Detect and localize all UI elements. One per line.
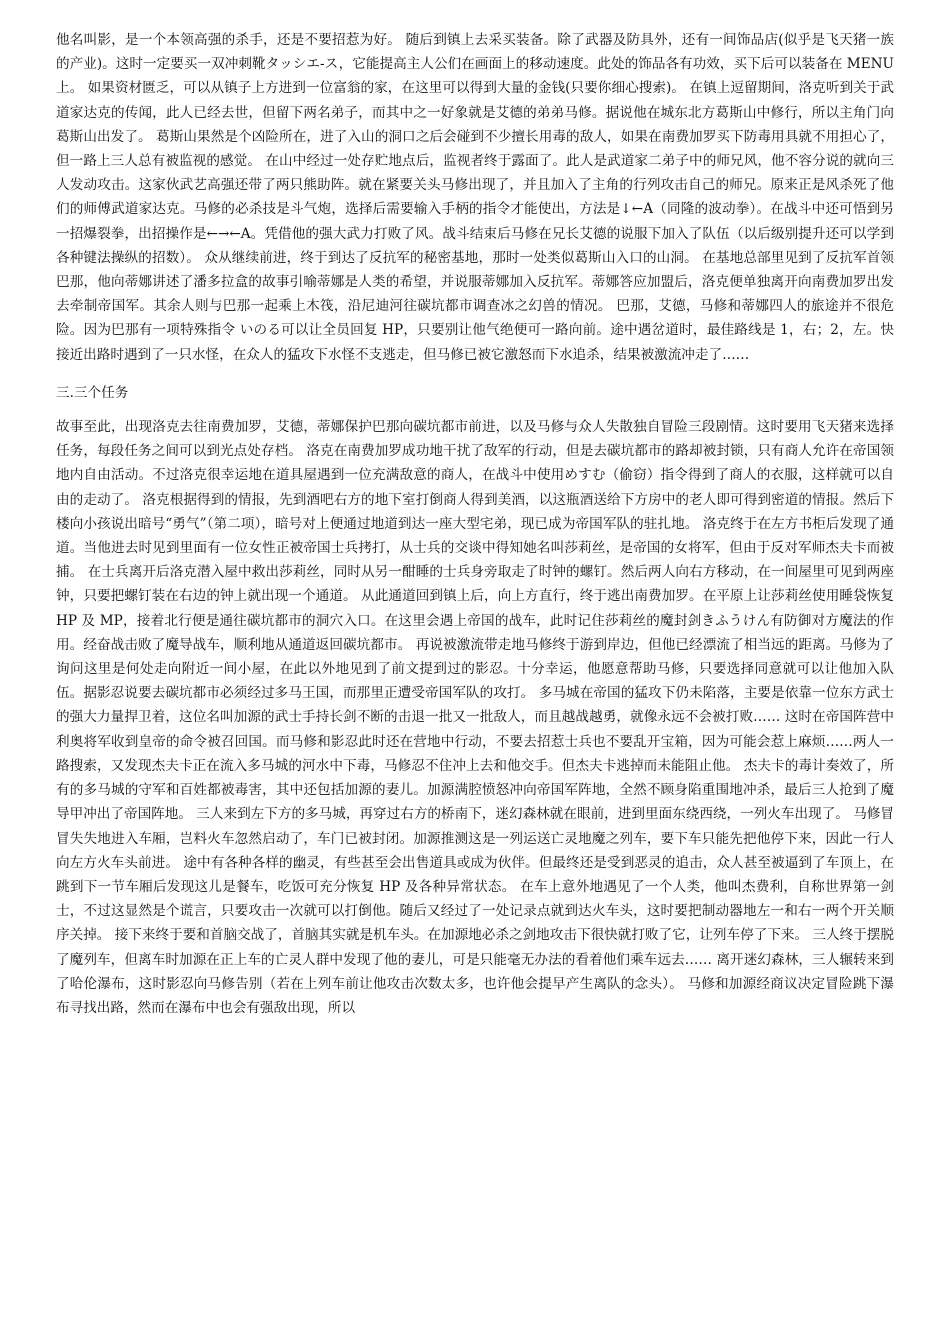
body-paragraph-1: 他名叫影，是一个本领高强的杀手，还是不要招惹为好。 随后到镇上去采买装备。除了武器及防具外，还有一间饰品店(似乎是飞天猪一族的产业)。这时一定要买一双冲刺靴タッシエ-ス，它能提高主人公们在画面上的移动速度。此处的饰品各有功效，买下后可以装备在 MENU 上。 如果资材匮乏，可以从镇子上方进到一位富翁的家，在这里可以得到大量的金钱(只要你细心搜索)。 在镇上逗留期间，洛克听到关于武道家达克的传闻，此人已经去世，但留下两名弟子，而其中之一好象就是艾德的弟弟马修。据说他在城东北方葛斯山中修行，所以主角门向葛斯山出发了。 葛斯山果然是个凶险所在，进了入山的洞口之后会碰到不少擅长用毒的敌人，如果在南费加罗买下防毒用具就不用担心了，但一路上三人总有被监视的感觉。 在山中经过一处存贮地点后，监视者终于露面了。此人是武道家二弟子中的师兄风，他不容分说的就向三人发动攻击。这家伙武艺高强还带了两只熊助阵。就在紧要关头马修出现了，并且加入了主角的行列攻击自己的师兄。原来正是风杀死了他们的师傅武道家达克。马修的必杀技是斗气炮，选择后需要输入手柄的指令才能使出，方法是↓←A（同隆的波动拳）。在战斗中还可悟到另一招爆裂拳，出招操作是←→←A。凭借他的强大武力打败了风。战斗结束后马修在兄长艾德的说服下加入了队伍（以后级别提升还可以学到各种键法操纵的招数）。 众从继续前进，终于到达了反抗军的秘密基地，那时一处类似葛斯山入口的山洞。 在基地总部里见到了反抗军首领巴那，他向蒂娜讲述了潘多拉盒的故事引喻蒂娜是人类的希望，并说服蒂娜加入反抗军。蒂娜答应加盟后，洛克便单独离开向南费加罗出发去牵制帝国军。其余人则与巴那一起乘上木筏，沿尼迪河往碳坑都市调查冰之幻兽的情况。 巴那，艾德，马修和蒂娜四人的旅途并不很危险。因为巴那有一项特殊指令 いのる可以让全员回复 HP，只要别让他气绝便可一路向前。途中遇岔道时，最佳路线是 1，右；2，左。快接近出路时遇到了一只水怪，在众人的猛攻下水怪不支逃走，但马修已被它激怒而下水追杀，结果被激流冲走了…… [56,32,894,363]
body-paragraph-2: 故事至此，出现洛克去往南费加罗，艾德，蒂娜保护巴那向碳坑都市前进，以及马修与众人失散独自冒险三段剧情。这时要用飞天猪来选择任务，每段任务之间可以到光点处存档。 洛克在南费加罗成功地干扰了敌军的行动，但是去碳坑都市的路却被封锁，只有商人允许在帝国领地内自由活动。不过洛克很幸运地在道具屋遇到一位充满敌意的商人，在战斗中使用めすむ（偷窃）指令得到了商人的衣服，这样就可以自由的走动了。 洛克根据得到的情报，先到酒吧右方的地下室打倒商人得到美酒，以这瓶酒送给下方房中的老人即可得到密道的情报。然后下楼向小孩说出暗号“勇气”（第二项），暗号对上便通过地道到达一座大型宅弟，现已成为帝国军队的驻扎地。 洛克终于在左方书柜后发现了通道。当他进去时见到里面有一位女性正被帝国士兵拷打，从士兵的交谈中得知她名叫莎莉丝，是帝国的女将军，但由于反对军师杰夫卡而被捕。 在士兵离开后洛克潜入屋中救出莎莉丝，同时从另一酣睡的士兵身旁取走了时钟的螺钉。然后两人向右方移动，在一间屋里可见到两座钟，只要把螺钉装在右边的钟上就出现一个通道。 从此通道回到镇上后，向上方直行，终于逃出南费加罗。在平原上让莎莉丝使用睡袋恢复 HP 及 MP，接着北行便是通往碳坑都市的洞穴入口。在这里会遇上帝国的战车，此时记住莎莉丝的魔封剑きふうけん有防御对方魔法的作用。经奋战击败了魔导战车，顺利地从通道返回碳坑都市。 再说被激流带走地马修终于游到岸边，但他已经漂流了相当远的距离。马修为了询问这里是何处走向附近一间小屋，在此以外地见到了前文提到过的影忍。十分幸运，他愿意帮助马修，只要选择同意就可以让他加入队伍。据影忍说要去碳坑都市必须经过多马王国，而那里正遭受帝国军队的攻打。 多马城在帝国的猛攻下仍未陷落，主要是依靠一位东方武士的强大力量捍卫着，这位名叫加源的武士手持长剑不断的击退一批又一批敌人，而且越战越勇，就像永远不会被打败…… 这时在帝国阵营中利奥将军收到皇帝的命令被召回国。而马修和影忍此时还在营地中行动，不要去招惹士兵也不要乱开宝箱，因为可能会惹上麻烦……两人一路搜索，又发现杰夫卡正在流入多马城的河水中下毒，马修忍不住冲上去和他交手。但杰夫卡逃掉而未能阻止他。 杰夫卡的毒计奏效了，所有的多马城的守军和百姓都被毒害，其中还包括加源的妻儿。加源满腔愤怒冲向帝国军阵地，全然不顾身陷重围地冲杀，最后三人抢到了魔导甲冲出了帝国阵地。 三人来到左下方的多马城，再穿过右方的桥南下，迷幻森林就在眼前，进到里面东绕西绕，一列火车出现了。 马修冒冒失失地进入车厢，岂料火车忽然启动了，车门已被封闭。加源推测这是一列运送亡灵地魔之列车，要下车只能先把他停下来，因此一行人向左方火车头前进。 途中有各种各样的幽灵，有些甚至会出售道具或成为伙伴。但最终还是受到恶灵的追击，众人甚至被逼到了车顶上，在跳到下一节车厢后发现这儿是餐车，吃饭可充分恢复 HP 及各种异常状态。 在车上意外地遇见了一个人类，他叫杰费利，自称世界第一剑士，不过这显然是个谎言，只要攻击一次就可以打倒他。随后又经过了一处记录点就到达火车头，这时要把制动器地左一和右一两个开关顺序关掉。 接下来终于要和首脑交战了，首脑其实就是机车头。在加源地必杀之剑地攻击下很快就打败了它，让列车停了下来。 三人终于摆脱了魔列车，但离车时加源在正上车的亡灵人群中发现了他的妻儿，可是只能毫无办法的看着他们乘车远去…… 离开迷幻森林，三人辗转来到了哈伦瀑布，这时影忍向马修告别（若在上列车前让他攻击次数太多，也许他会提早产生离队的念头）。 马修和加源经商议决定冒险跳下瀑布寻找出路，然而在瀑布中也会有强敌出现，所以 [56,419,894,1016]
paragraph-gap [56,367,894,373]
section-heading: 三.三个任务 [56,384,129,401]
